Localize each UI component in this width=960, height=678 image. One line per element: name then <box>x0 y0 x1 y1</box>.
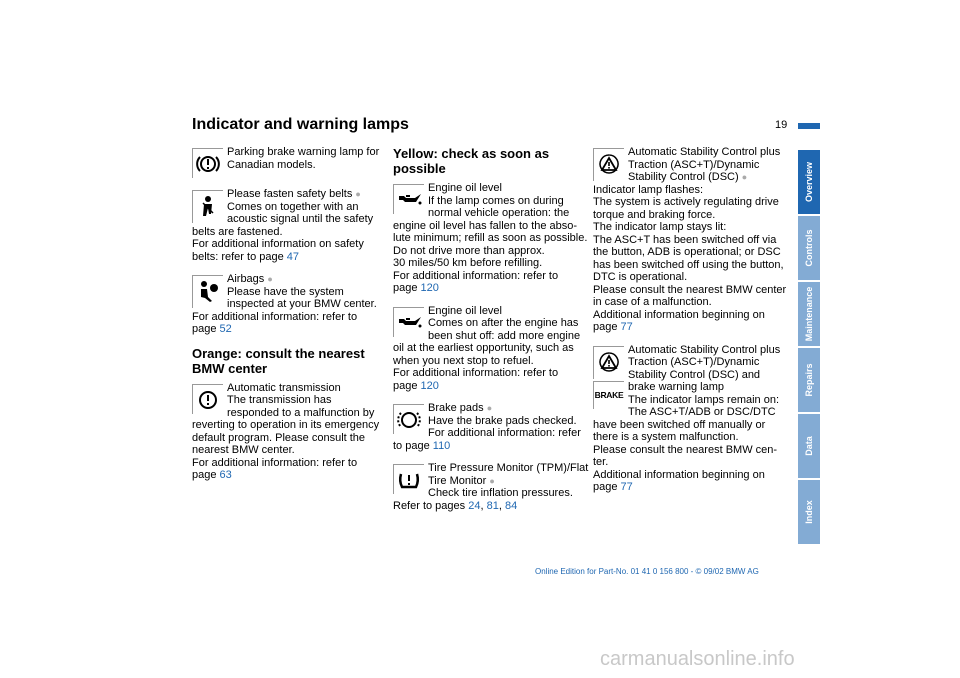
page-number-bar <box>798 123 820 129</box>
page-link-110[interactable]: 110 <box>432 439 451 452</box>
tire-pressure-icon <box>393 464 424 494</box>
stability-control-icon <box>593 148 624 181</box>
footer-edition: Online Edition for Part-No. 01 41 0 156 800 - © 09/02 BMW AG <box>535 567 759 576</box>
page-link-120[interactable]: 120 <box>420 379 439 392</box>
entry-safety-belts: Please fasten safety belts ● Comes on together with an acoustic signal until the safety belts are fastened. For additional information on safety belts: refer to page 47 <box>192 188 374 263</box>
entry-automatic-transmission: Automatic transmission The transmission has responded to a malfunction by reverting to operation in its emergency default program. Please consult the nearest BMW center. For additional information: refer to page 63 <box>192 381 380 481</box>
page-link-120[interactable]: 120 <box>420 282 439 294</box>
entry-brake-pads: Brake pads ● Have the brake pads checked. For additional information: refer to page 110 <box>393 402 581 452</box>
entry-airbags: Airbags ● Please have the system inspected at your BMW center. For additional information: refer to page 52 <box>192 273 377 335</box>
seatbelt-icon <box>192 190 223 223</box>
page-link-84[interactable]: 84 <box>504 499 518 512</box>
tab-maintenance[interactable]: Maintenance <box>798 282 820 346</box>
tab-overview[interactable]: Overview <box>798 150 820 214</box>
status-dot-icon: ● <box>267 274 273 284</box>
tab-repairs[interactable]: Repairs <box>798 348 820 412</box>
status-dot-icon: ● <box>741 172 748 182</box>
page-title: Indicator and warning lamps <box>192 116 409 133</box>
brake-warning-icon <box>192 148 223 178</box>
page-link-81[interactable]: 81 <box>486 499 499 512</box>
tab-data[interactable]: Data <box>798 414 820 478</box>
status-dot-icon: ● <box>355 189 361 199</box>
stability-control-icon <box>593 346 624 379</box>
entry-parking-brake: Parking brake warning lamp for Canadian models. <box>192 146 388 178</box>
page-link-52[interactable]: 52 <box>219 323 232 335</box>
entry-engine-oil-2: Engine oil level Comes on after the engine has been shut off: add more engine oil at the earliest opportunity, such as when you next stop to refuel. For additional information: refer to page 120 <box>393 304 581 392</box>
page-link-77[interactable]: 77 <box>620 321 633 333</box>
entry-engine-oil-1: Engine oil level If the lamp comes on during normal vehicle operation: the engine oil level has fallen to the abso- lute minimum; refill as soon as possible. Do not drive more than approx. 30 miles/50 km before refilling. For additional information: refer to page 120 <box>393 182 588 294</box>
status-dot-icon: ● <box>486 403 493 413</box>
column-right <box>593 146 789 504</box>
oil-can-icon <box>393 307 424 337</box>
oil-can-icon <box>393 184 424 214</box>
transmission-warning-icon <box>192 384 223 414</box>
tab-index[interactable]: Index <box>798 480 820 544</box>
section-heading-yellow: Yellow: check as soon as possible <box>393 146 550 176</box>
entry-asc-dsc-brake: BRAKE Automatic Stability Control plus Traction (ASC+T)/Dynamic Stability Control (DSC) and brake warning lamp The indicator lamps remain on: The ASC+T/ADB or DSC/DTC have been switched off manually or there is a system malfunction. Please consult the nearest BMW cen- ter. Additional information beginning on page 77 <box>593 343 781 493</box>
page-number: 19 <box>775 119 788 131</box>
entry-asc-dsc: Automatic Stability Control plus Traction (ASC+T)/Dynamic Stability Control (DSC) ● Indicator lamp flashes: The system is actively regulating drive torque and braking force. The indicator lamp stays lit: The ASC+T has been switched off via the button, ADB is operational; or DSC has been switched off using the button, DTC is operational. Please consult the nearest BMW center in case of a malfunction. Additional information beginning on page 77 <box>593 146 787 333</box>
section-heading-orange: Orange: consult the nearest BMW center <box>192 345 365 376</box>
brake-pads-icon <box>393 404 424 434</box>
page-link-63[interactable]: 63 <box>219 469 232 481</box>
tab-controls[interactable]: Controls <box>798 216 820 280</box>
section-tabs <box>798 150 820 546</box>
watermark: carmanualsonline.info <box>600 648 795 670</box>
page-link-77[interactable]: 77 <box>620 481 633 493</box>
page-link-24[interactable]: 24 <box>468 499 481 512</box>
column-middle <box>393 146 589 522</box>
brake-lamp-icon: BRAKE <box>593 381 624 409</box>
entry-tire-pressure: Tire Pressure Monitor (TPM)/Flat Tire Monitor ● Check tire inflation pressures. Refer to pages 24, 81, 84 <box>393 462 589 512</box>
airbag-icon <box>192 275 223 308</box>
status-dot-icon: ● <box>489 475 495 486</box>
column-left <box>192 146 388 492</box>
page-link-47[interactable]: 47 <box>286 250 300 263</box>
